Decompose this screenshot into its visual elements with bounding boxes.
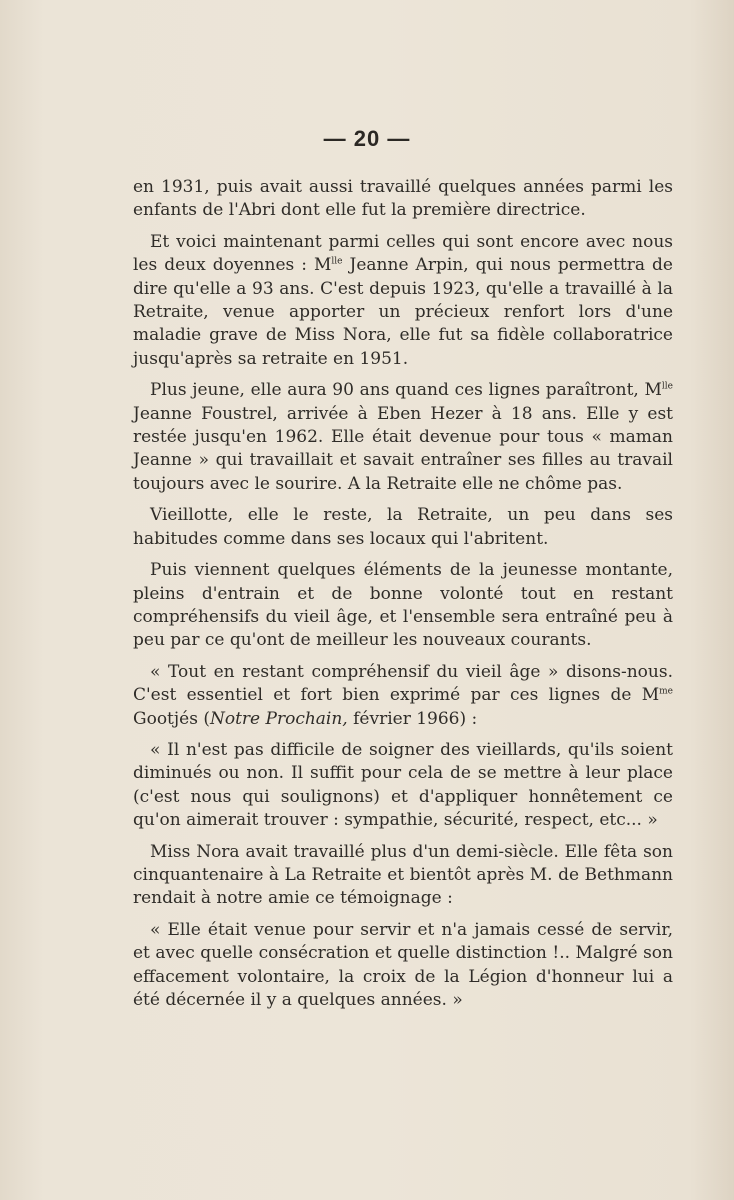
paragraph-6-italic-title: Notre Prochain, [209,708,348,729]
paragraph-5: Puis viennent quelques éléments de la jeunesse montante, pleins d'entrain et de bonne volonté tout en restant compréhensifs du vieil âge, et l'ensemble sera entraîné peu à peu par ce qu'ont de meilleur les nouveaux courants. [133,560,673,651]
paragraph-7: « Il n'est pas difficile de soigner des vieillards, qu'ils soient diminués ou non. Il suffit pour cela de se mettre à leur place (c'est nous qui soulignons) et d'appliquer honnêtement ce qu'on aimerait trouver : sympathie, sécurité, respect, etc... » [133,739,673,831]
paragraph-3-part-a: Plus jeune, elle aura 90 ans quand ces lignes paraîtront, M [150,380,662,401]
paragraph-6-part-b: Gootjés ( [133,708,210,729]
paragraph-6 [133,661,673,731]
paragraph-9: « Elle était venue pour servir et n'a jamais cessé de servir, et avec quelle consécration et quelle distinction !.. Malgré son effacement volontaire, la croix de la Légion d'honneur lui a été décernée il y a quelques années. » [133,919,673,1010]
paragraph-6-part-a: « Tout en restant compréhensif du vieil âge » disons-nous. C'est essentiel et fort bien exprimé par ces lignes de M [133,661,673,706]
paragraph-2-superscript: lle [331,256,343,267]
paragraph-3-superscript: lle [661,381,673,392]
paragraph-4: Vieillotte, elle le reste, la Retraite, un peu dans ses habitudes comme dans ses locaux qui l'abritent. [133,505,673,549]
paragraph-2-part-b: Jeanne Arpin, qui nous permettra de dire qu'elle a 93 ans. C'est depuis 1923, qu'elle a travaillé à la Retraite, venue apporter un précieux renfort lors d'une maladie grave de Miss Nora, elle fut sa fidèle collaboratrice jusqu'après sa retraite en 1951. [133,255,673,369]
paragraph-3 [133,379,673,496]
page-number: — 20 — [323,126,411,151]
paragraph-8: Miss Nora avait travaillé plus d'un demi-siècle. Elle fêta son cinquantenaire à La Retraite et bientôt après M. de Bethmann rendait à notre amie ce témoignage : [133,841,673,909]
paragraph-2-part-a: Et voici maintenant parmi celles qui sont encore avec nous les deux doyennes : M [133,231,673,276]
paragraph-2 [133,231,673,371]
paragraph-3-part-b: Jeanne Foustrel, arrivée à Eben Hezer à 18 ans. Elle y est restée jusqu'en 1962. Elle était devenue pour tous « maman Jeanne » qui travaillait et savait entraîner ses filles au travail toujours avec le sourire. A la Retraite elle ne chôme pas. [133,403,673,494]
paragraph-6-superscript: me [659,686,673,697]
paragraph-1: en 1931, puis avait aussi travaillé quelques années parmi les enfants de l'Abri dont elle fut la première directrice. [133,177,673,221]
paragraph-6-part-c: février 1966) : [347,708,478,729]
body-text [133,176,673,1020]
